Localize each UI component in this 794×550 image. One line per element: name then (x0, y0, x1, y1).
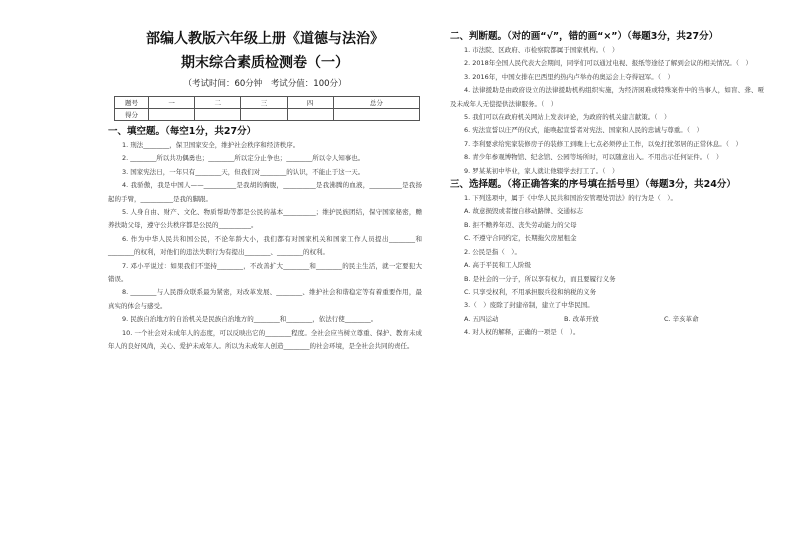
fill-question: 6. 作为中华人民共和国公民，不论年龄大小，我们都有对国家机关和国家工作人员提出________和________的权利，对他们的违法失职行为有提出________、________的权利。 (108, 234, 422, 257)
score-table-score-row (115, 109, 420, 121)
choice-option: A. 五四运动 (464, 314, 499, 323)
judge-question: 6. 宪法宣誓以庄严的仪式，能唤起宣誓者对宪法、国家和人民的忠诚与尊重。（ ） (464, 126, 704, 135)
score-table-header-cell: 四 (287, 97, 333, 109)
choice-option: B. 改革开放 (564, 314, 599, 323)
section-3-heading: 三、选择题。（将正确答案的序号填在括号里）（每题3分，共24分） (450, 179, 736, 191)
score-table-header-row (115, 97, 420, 109)
choice-question: 2. 公民是指（ ）。 (464, 247, 522, 256)
choice-option: C. 只享受权利，不用承担服兵役和纳税的义务 (464, 287, 597, 296)
fill-question: 7. 邓小平说过：如果我们不坚持________，不改善扩大________和________的民主生活，就一定要犯大错误。 (108, 261, 422, 284)
judge-question: 7. 李利要求给宪家装修房子的装修工到晚上七点必须停止工作，以免打扰邻居的正常休息。（ ） (464, 139, 743, 148)
fill-question: 10. 一个社会对未成年人的态度，可以反映出它的________程度。全社会应当树立尊重、保护、教育未成年人的良好风尚，关心、爱护未成年人。所以为未成年人创造________的社会环境，是全社会共同的责任。 (108, 328, 422, 351)
score-table-header-cell: 题号 (115, 97, 149, 109)
score-table-header-cell: 总分 (333, 97, 419, 109)
exam-info: （考试时间：60分钟 考试分值：100分） (183, 79, 347, 89)
fill-question: 2. ________所以共功偶勇也；________所以定分止争也；________所以令人知事也。 (122, 154, 365, 163)
choice-option: B. 拒不赡养年迈、丧失劳动能力的父母 (464, 220, 577, 229)
left-column (108, 30, 422, 354)
choice-question: 3.（ ）废除了封建帝制，建立了中华民国。 (464, 301, 594, 310)
score-cell[interactable] (241, 109, 287, 121)
choice-option: C. 辛亥革命 (664, 314, 699, 323)
section-3-questions (450, 192, 764, 339)
exam-subtitle: 期末综合素质检测卷（一） (181, 55, 349, 71)
fill-question: 9. 民族自治地方的自治机关是民族自治地方的________和________，依法行使________。 (122, 315, 378, 324)
fill-question: 1. 刑法________，保卫国家安全，维护社会秩序和经济秩序。 (122, 141, 300, 149)
judge-question: 9. 罗某某初中毕业，家人就让他辍学去打工了。（ ） (464, 166, 619, 175)
judge-question: 8. 青少年参观博物馆、纪念馆、公园等场所时，可以随意出入。不用出示任何证件。（ ） (464, 153, 723, 162)
choice-option: A. 高于平民和工人阶级 (464, 261, 531, 270)
score-cell[interactable] (149, 109, 195, 121)
choice-option: B. 是社会的一分子，所以享有权力，而且要履行义务 (464, 274, 616, 283)
judge-question: 2. 2018年全国人民代表大会期间，同学们可以通过电视、报纸等途径了解到会议的相关情况。（ ） (464, 59, 753, 68)
score-table-header-cell: 一 (149, 97, 195, 109)
score-row-label: 得分 (115, 109, 149, 121)
fill-question: 4. 我骄傲，我是中国人——__________是我胡的胸腹，__________是我沸腾的血液，__________是我扬起的手臂，__________是我的脚跟。 (108, 181, 422, 203)
judge-question: 5. 我们可以在政府机关网站上发表评论，为政府的机关建言献策。（ ） (464, 113, 671, 122)
choice-question: 1. 下列选项中，属于《中华人民共和国治安管理处罚法》的行为是（ ）。 (464, 194, 678, 203)
score-cell[interactable] (287, 109, 333, 121)
score-cell[interactable] (333, 109, 419, 121)
fill-question: 8. ________与人民群众联系最为紧密，对改革发展、________、维护社会和谐稳定等有着重要作用，最真实的体会与感受。 (108, 288, 422, 310)
choice-option-row (450, 313, 764, 326)
judge-question: 1. 市法院、区政府、市检察院都属于国家机构。（ ） (464, 46, 619, 54)
score-cell[interactable] (195, 109, 241, 121)
judge-question: 4. 法律援助是由政府设立的法律援助机构组织实施，为经济困难或特殊案件中的当事人，如盲、聋、哑及未成年人无偿提供法律服务。（ ） (450, 86, 764, 108)
fill-question: 3. 国家宪法日，一年只有________天，但我们对________的认识，不能止于这一天。 (122, 167, 365, 176)
fill-question: 5. 人身自由、财产、文化、物质帮助等都是公民的基本__________；维护民族团结，保守国家秘密，赡养扶助父母，遵守公共秩序都是公民的__________。 (108, 208, 422, 230)
section-1-heading: 一、填空题。（每空1分，共27分） (108, 126, 257, 137)
exam-title: 部编人教版六年级上册《道德与法治》 (146, 31, 384, 47)
choice-option: A. 故意损毁或者擅自移动路牌、交通标志 (464, 207, 583, 216)
score-table-header-cell: 三 (241, 97, 287, 109)
section-1-questions (108, 139, 422, 354)
judge-question: 3. 2016年，中国女排在巴西里约热内卢举办的奥运会上夺得冠军。（ ） (464, 72, 675, 81)
choice-option: C. 不遵守合同约定，长期拖欠房屋租金 (464, 234, 577, 243)
section-2-questions (450, 44, 764, 178)
score-table (114, 96, 420, 121)
score-table-header-cell: 二 (195, 97, 241, 109)
right-column (450, 30, 764, 340)
section-2-heading: 二、判断题。（对的画“√”，错的画“×”）（每题3分，共27分） (450, 31, 719, 42)
choice-question: 4. 对人权的解释，正确的一项是（ ）。 (464, 328, 580, 337)
